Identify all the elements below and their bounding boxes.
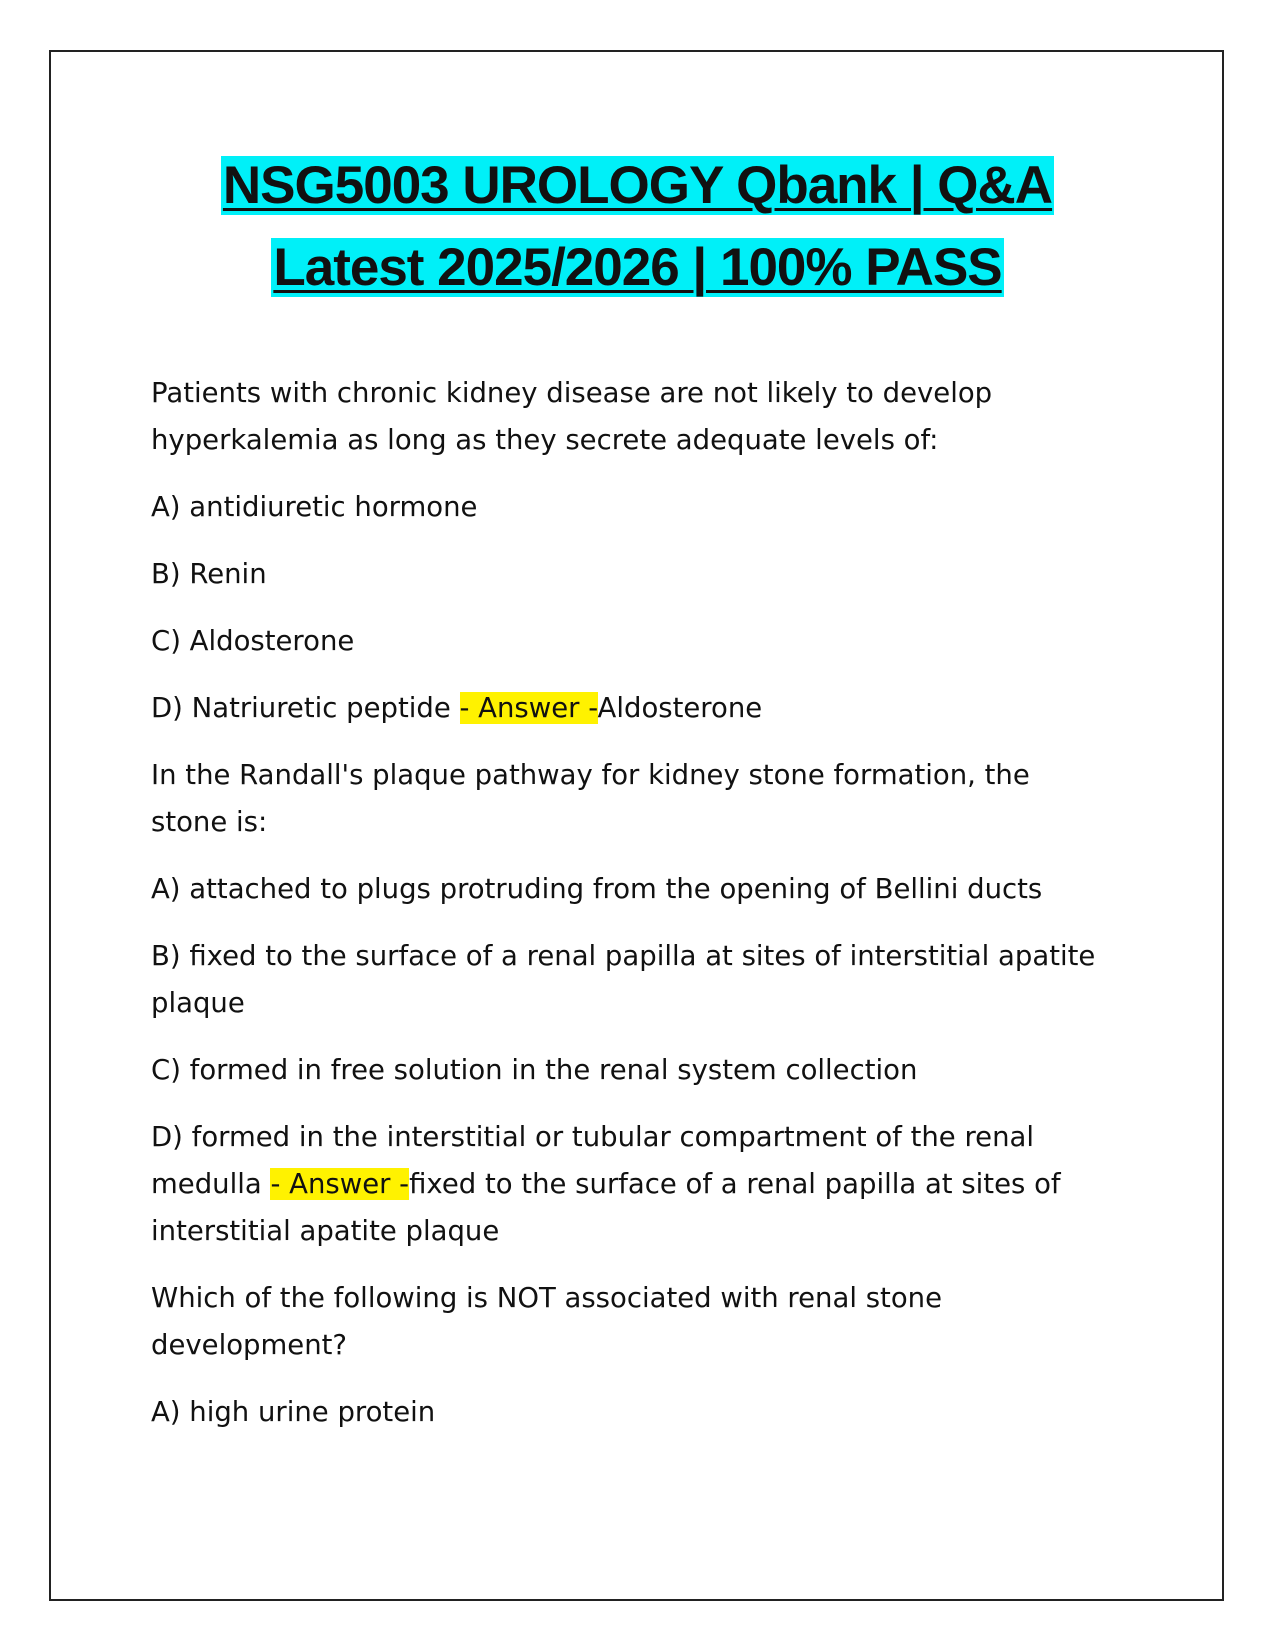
question-1-option-d-line bbox=[151, 685, 1106, 732]
question-1-stem: Patients with chronic kidney disease are not likely to develop hyperkalemia as long as they secrete adequate levels of: bbox=[151, 377, 993, 456]
document-title bbox=[60, 145, 1215, 309]
question-1-option-c: C) Aldosterone bbox=[151, 625, 355, 657]
answer-marker: - Answer - bbox=[459, 692, 598, 724]
question-2-option-a: A) attached to plugs protruding from the opening of Bellini ducts bbox=[151, 873, 1043, 905]
question-3-stem: Which of the following is NOT associated with renal stone development? bbox=[151, 1282, 943, 1361]
question-2-stem: In the Randall's plaque pathway for kidney stone formation, the stone is: bbox=[151, 759, 1030, 838]
answer-marker: - Answer - bbox=[270, 1168, 410, 1200]
question-1-option-b: B) Renin bbox=[151, 558, 267, 590]
document-body bbox=[151, 370, 1106, 1456]
question-1-option-d: D) Natriuretic peptide bbox=[151, 692, 460, 724]
title-line-1: NSG5003 UROLOGY Qbank | Q&A bbox=[222, 156, 1053, 215]
question-2-answer: fixed to the surface of a renal papilla at sites of interstitial apatite plaque bbox=[151, 1168, 1061, 1247]
question-2-option-d-line bbox=[151, 1114, 1106, 1255]
title-line-2: Latest 2025/2026 | 100% PASS bbox=[273, 238, 1002, 297]
question-2-option-b: B) fixed to the surface of a renal papilla at sites of interstitial apatite plaque bbox=[151, 940, 1096, 1019]
question-1-answer: Aldosterone bbox=[597, 692, 763, 724]
question-2-option-d: D) formed in the interstitial or tubular compartment of the renal medulla bbox=[151, 1121, 1035, 1200]
question-3-option-a: A) high urine protein bbox=[151, 1396, 436, 1428]
question-2-option-c: C) formed in free solution in the renal system collection bbox=[151, 1054, 918, 1086]
question-1-option-a: A) antidiuretic hormone bbox=[151, 491, 478, 523]
